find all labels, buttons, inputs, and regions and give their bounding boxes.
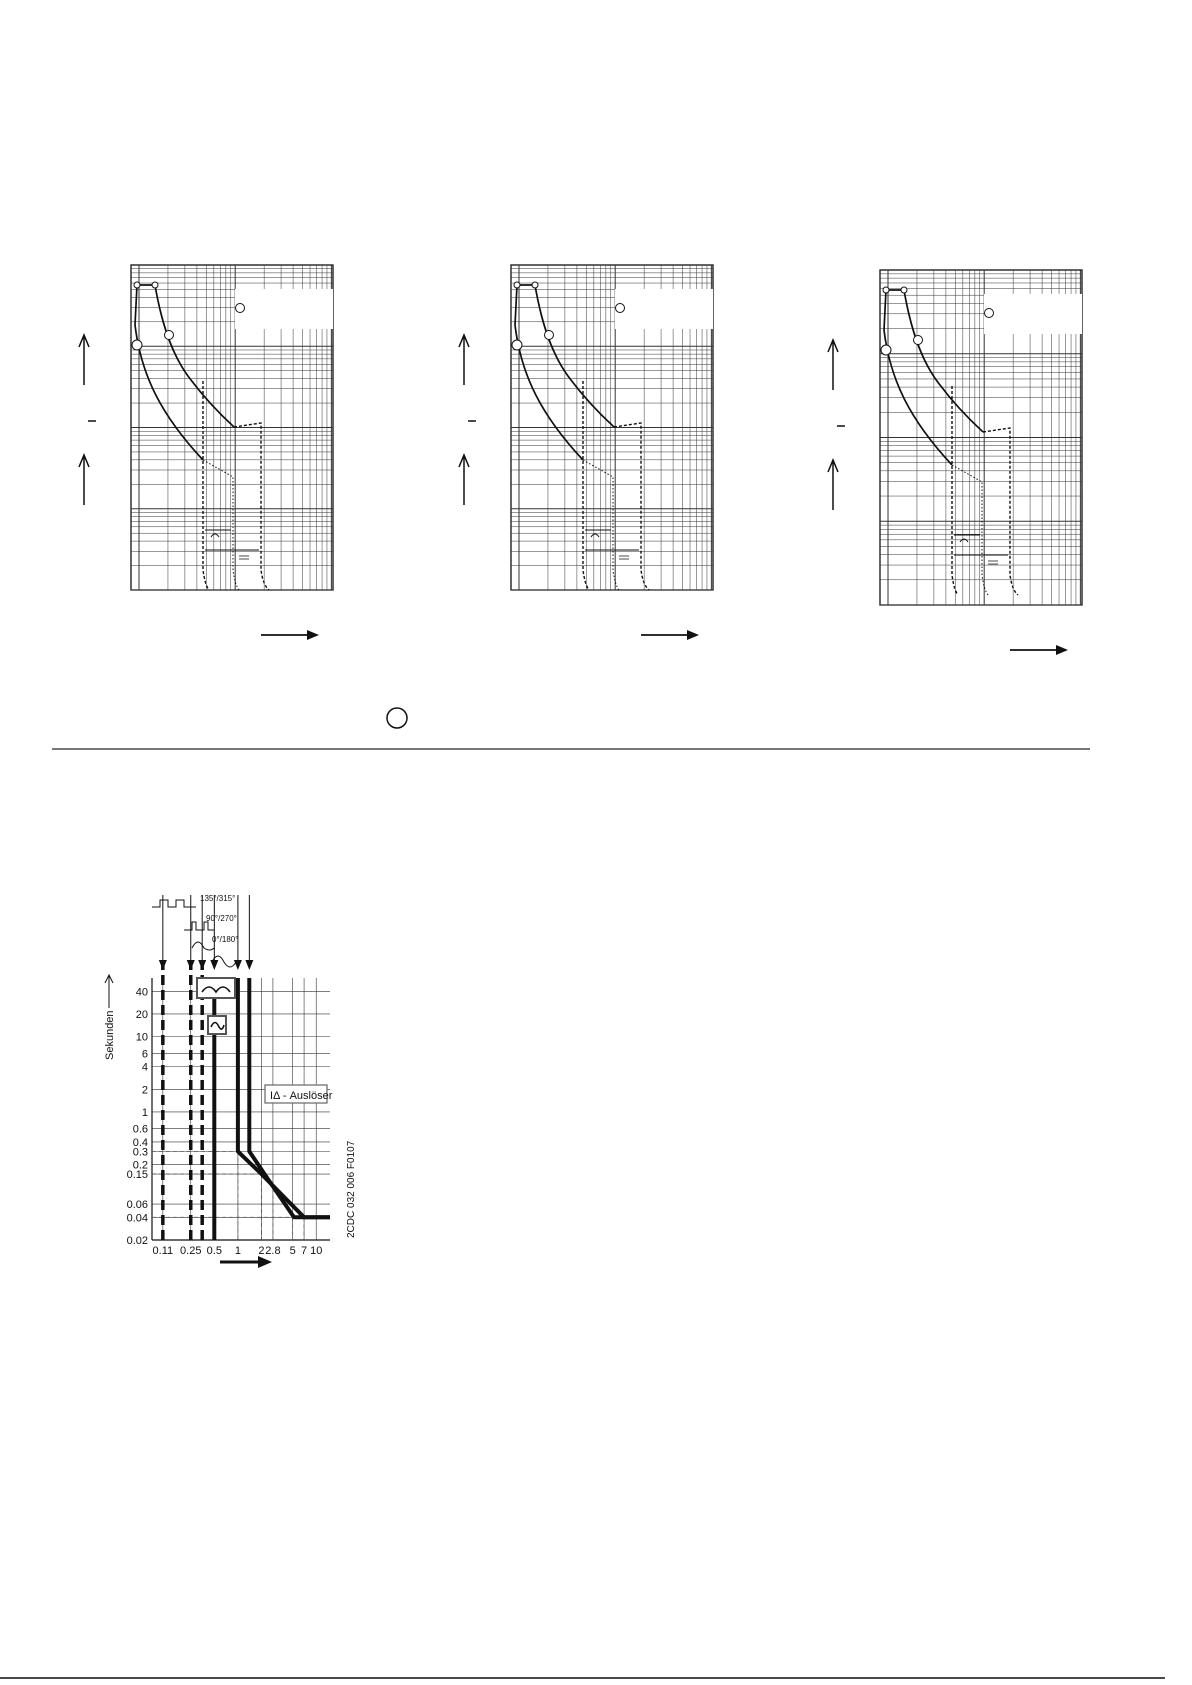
characteristic-panel-3 [828, 270, 1082, 655]
legend-marker [616, 304, 625, 313]
pulsed-dc-box [197, 978, 235, 998]
up-arrow-icon [79, 455, 89, 505]
curve-marker [132, 340, 142, 350]
curve-marker [165, 331, 174, 340]
top-characteristics [79, 265, 1082, 655]
legend-marker [985, 309, 994, 318]
curve-marker [514, 282, 520, 288]
phase-label-90: 90°/270° [206, 914, 237, 923]
up-arrow-icon [828, 460, 838, 510]
curve-marker [881, 345, 891, 355]
pulse-135-icon [152, 900, 196, 907]
x-tick-label: 0.5 [206, 1245, 222, 1257]
pointer-arrow-icon [234, 960, 242, 970]
ac-wave-icon [960, 539, 968, 542]
magnetic-limit-2 [234, 423, 269, 590]
upper-curve [886, 290, 983, 432]
upper-curve [517, 285, 614, 427]
characteristic-panel-1 [79, 265, 333, 640]
y-tick-label: 1 [141, 1106, 148, 1119]
x-tick-label: 2 [258, 1245, 265, 1257]
pulse-90-icon [184, 922, 214, 930]
ac-wave-icon [211, 534, 219, 537]
y-axis-arrow-icon [105, 975, 113, 1008]
y-tick-label: 20 [135, 1008, 148, 1021]
curve-marker [134, 282, 140, 288]
x-axis-arrowhead-icon [258, 1256, 272, 1268]
curve-marker [901, 287, 907, 293]
x-tick-label: 7 [301, 1245, 308, 1257]
legend-box [984, 294, 1082, 334]
y-tick-label: 10 [135, 1031, 148, 1044]
y-tick-label: 0.06 [126, 1199, 148, 1212]
lower-curve [884, 290, 952, 465]
x-tick-label: 1 [234, 1245, 241, 1257]
y-tick-label: 0.6 [132, 1123, 148, 1136]
curve-marker [532, 282, 538, 288]
curve-marker [883, 287, 889, 293]
marker-circle [387, 708, 407, 728]
legend-marker [236, 304, 245, 313]
rcd-x-ticks [153, 1245, 323, 1257]
figure-code: 2CDC 032 006 F0107 [346, 1140, 357, 1238]
upper-curve [137, 285, 234, 427]
pointer-arrow-icon [210, 960, 218, 970]
magnetic-limit-dotted [203, 460, 239, 590]
x-tick-label: 0.11 [152, 1245, 174, 1257]
dc-symbol-icon [988, 561, 998, 564]
curve-marker [914, 336, 923, 345]
right-arrowhead-icon [1056, 645, 1068, 655]
y-tick-label: 0.04 [126, 1212, 148, 1225]
x-tick-label: 10 [310, 1245, 323, 1257]
ac-wave-icon [591, 534, 599, 537]
y-tick-label: 6 [141, 1048, 148, 1061]
y-tick-label: 0.02 [126, 1235, 148, 1247]
y-tick-label: 0.15 [126, 1169, 148, 1182]
y-tick-label: 0.2 [132, 1159, 148, 1172]
lower-curve [515, 285, 583, 460]
up-arrow-icon [79, 335, 89, 385]
phase-label-0: 0°/180° [212, 935, 239, 944]
up-arrow-icon [459, 335, 469, 385]
legend-box [615, 289, 713, 329]
right-arrowhead-icon [307, 630, 319, 640]
x-tick-label: 0.25 [180, 1245, 202, 1257]
characteristic-panel-2 [459, 265, 713, 640]
up-arrow-icon [459, 455, 469, 505]
curve-marker [545, 331, 554, 340]
y-tick-label: 40 [135, 986, 148, 999]
magnetic-limit-dotted [952, 465, 988, 595]
dc-symbol-icon [239, 556, 249, 559]
curve-marker [512, 340, 522, 350]
pointer-arrow-icon [245, 960, 253, 970]
rcd-series [214, 978, 330, 1240]
y-tick-label: 2 [141, 1084, 148, 1097]
x-tick-label: 2.8 [265, 1245, 281, 1257]
pointer-arrow-icon [159, 960, 167, 970]
pointer-arrow-icon [187, 960, 195, 970]
y-tick-label: 0.3 [132, 1146, 148, 1159]
magnetic-limit-2 [983, 428, 1018, 595]
right-arrowhead-icon [687, 630, 699, 640]
lower-curve [135, 285, 203, 460]
magnetic-limit-dotted [583, 460, 619, 590]
release-label: IΔ - Auslöser [270, 1090, 333, 1102]
phase-symbols [152, 894, 238, 967]
legend-box [235, 289, 333, 329]
x-tick-label: 5 [289, 1245, 296, 1257]
y-tick-label: 4 [141, 1061, 148, 1074]
rcd-grid [152, 978, 330, 1240]
phase-label-135: 135°/315° [200, 894, 236, 903]
y-tick-label: 0.4 [132, 1136, 148, 1149]
rcd-chart [104, 894, 357, 1268]
up-arrow-icon [828, 340, 838, 390]
rcd-y-ticks [127, 986, 148, 1247]
dc-symbol-icon [619, 556, 629, 559]
curve-marker [152, 282, 158, 288]
y-axis-label: Sekunden [104, 1010, 116, 1060]
halfwave-0-icon [192, 942, 214, 950]
pointer-arrow-icon [198, 960, 206, 970]
magnetic-limit-2 [614, 423, 649, 590]
